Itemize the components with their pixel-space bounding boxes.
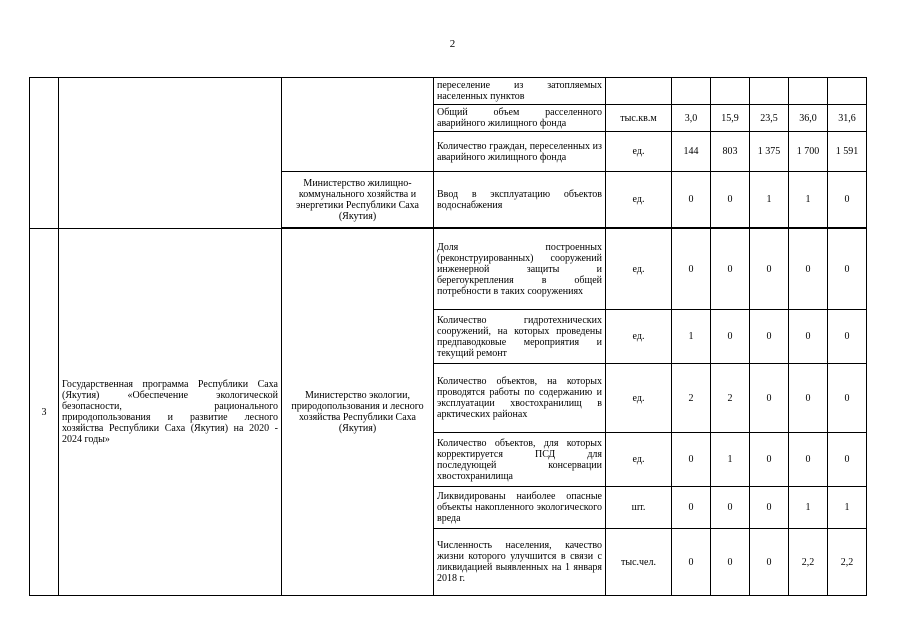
value-cell: 0 — [672, 529, 711, 596]
value-cell: 0 — [672, 487, 711, 529]
value-cell — [789, 78, 828, 105]
value-cell: 0 — [672, 433, 711, 487]
unit-cell: ед. — [606, 364, 672, 433]
value-cell — [711, 78, 750, 105]
value-cell: 0 — [672, 229, 711, 310]
value-cell: 0 — [828, 172, 867, 228]
indicator-cell: Количество граждан, переселенных из аварийного жилищного фонда — [434, 132, 606, 172]
value-cell: 23,5 — [750, 105, 789, 132]
table-row — [30, 229, 867, 310]
value-cell: 0 — [711, 229, 750, 310]
value-cell: 0 — [711, 172, 750, 228]
unit-cell: шт. — [606, 487, 672, 529]
value-cell: 0 — [711, 529, 750, 596]
ministry-cell: Министерство экологии, природопользования и лесного хозяйства Республики Саха (Якутия) — [282, 229, 434, 596]
indicator-cell: Ликвидированы наиболее опасные объекты накопленного экологического вреда — [434, 487, 606, 529]
unit-cell: ед. — [606, 229, 672, 310]
value-cell: 0 — [828, 433, 867, 487]
value-cell: 1 — [828, 487, 867, 529]
unit-cell: тыс.кв.м — [606, 105, 672, 132]
indicator-cell: Ввод в эксплуатацию объектов водоснабжения — [434, 172, 606, 228]
unit-cell: тыс.чел. — [606, 529, 672, 596]
value-cell: 2,2 — [828, 529, 867, 596]
program-name-cell — [59, 78, 282, 229]
value-cell — [672, 78, 711, 105]
value-cell: 0 — [711, 487, 750, 529]
page-number: 2 — [449, 38, 456, 50]
program-number-cell: 3 — [30, 229, 59, 596]
value-cell: 2 — [711, 364, 750, 433]
value-cell: 1 — [672, 310, 711, 364]
value-cell: 1 375 — [750, 132, 789, 172]
value-cell: 0 — [828, 310, 867, 364]
value-cell: 2 — [672, 364, 711, 433]
value-cell: 0 — [789, 229, 828, 310]
program-number-cell — [30, 78, 59, 229]
value-cell: 1 — [789, 172, 828, 228]
unit-cell: ед. — [606, 132, 672, 172]
value-cell: 803 — [711, 132, 750, 172]
value-cell: 0 — [750, 229, 789, 310]
indicator-cell: Численность населения, качество жизни которого улучшится в связи с ликвидацией выявленных на 1 января 2018 г. — [434, 529, 606, 596]
program-name-cell: Государственная программа Республики Саха (Якутия) «Обеспечение экологической безопасности, рационального природопользования и развитие лесного хозяйства Республики Саха (Якутия) на 2020 - 2024 годы» — [59, 229, 282, 596]
indicator-cell: Количество гидротехнических сооружений, на которых проведены предпаводковые мероприятия и текущий ремонт — [434, 310, 606, 364]
value-cell: 0 — [789, 364, 828, 433]
value-cell: 1 591 — [828, 132, 867, 172]
ministry-cell: Министерство жилищно-коммунального хозяйства и энергетики Республики Саха (Якутия) — [282, 172, 434, 228]
indicators-table — [29, 77, 867, 596]
value-cell — [828, 78, 867, 105]
value-cell: 0 — [750, 487, 789, 529]
value-cell: 0 — [711, 310, 750, 364]
unit-cell — [606, 78, 672, 105]
ministry-cell — [282, 78, 434, 172]
table-row — [30, 78, 867, 105]
unit-cell: ед. — [606, 433, 672, 487]
value-cell: 0 — [750, 364, 789, 433]
indicator-cell: Доля построенных (реконструированных) сооружений инженерной защиты и берегоукрепления в общей потребности в таких сооружениях — [434, 229, 606, 310]
value-cell: 0 — [750, 529, 789, 596]
value-cell: 1 — [789, 487, 828, 529]
indicator-cell: Общий объем расселенного аварийного жилищного фонда — [434, 105, 606, 132]
value-cell: 0 — [828, 229, 867, 310]
value-cell: 0 — [789, 433, 828, 487]
value-cell: 1 — [750, 172, 789, 228]
value-cell: 0 — [828, 364, 867, 433]
unit-cell: ед. — [606, 310, 672, 364]
value-cell: 0 — [750, 433, 789, 487]
value-cell: 0 — [672, 172, 711, 228]
value-cell: 144 — [672, 132, 711, 172]
indicator-cell: Количество объектов, на которых проводятся работы по содержанию и эксплуатации хвостохранилищ в арктических районах — [434, 364, 606, 433]
value-cell: 36,0 — [789, 105, 828, 132]
indicator-cell: переселение из затопляемых населенных пунктов — [434, 78, 606, 105]
value-cell: 1 — [711, 433, 750, 487]
unit-cell: ед. — [606, 172, 672, 228]
value-cell: 31,6 — [828, 105, 867, 132]
value-cell: 2,2 — [789, 529, 828, 596]
value-cell: 0 — [750, 310, 789, 364]
value-cell: 0 — [789, 310, 828, 364]
indicator-cell: Количество объектов, для которых корректируется ПСД для последующей консервации хвостохранилища — [434, 433, 606, 487]
value-cell: 1 700 — [789, 132, 828, 172]
value-cell — [750, 78, 789, 105]
value-cell: 15,9 — [711, 105, 750, 132]
value-cell: 3,0 — [672, 105, 711, 132]
